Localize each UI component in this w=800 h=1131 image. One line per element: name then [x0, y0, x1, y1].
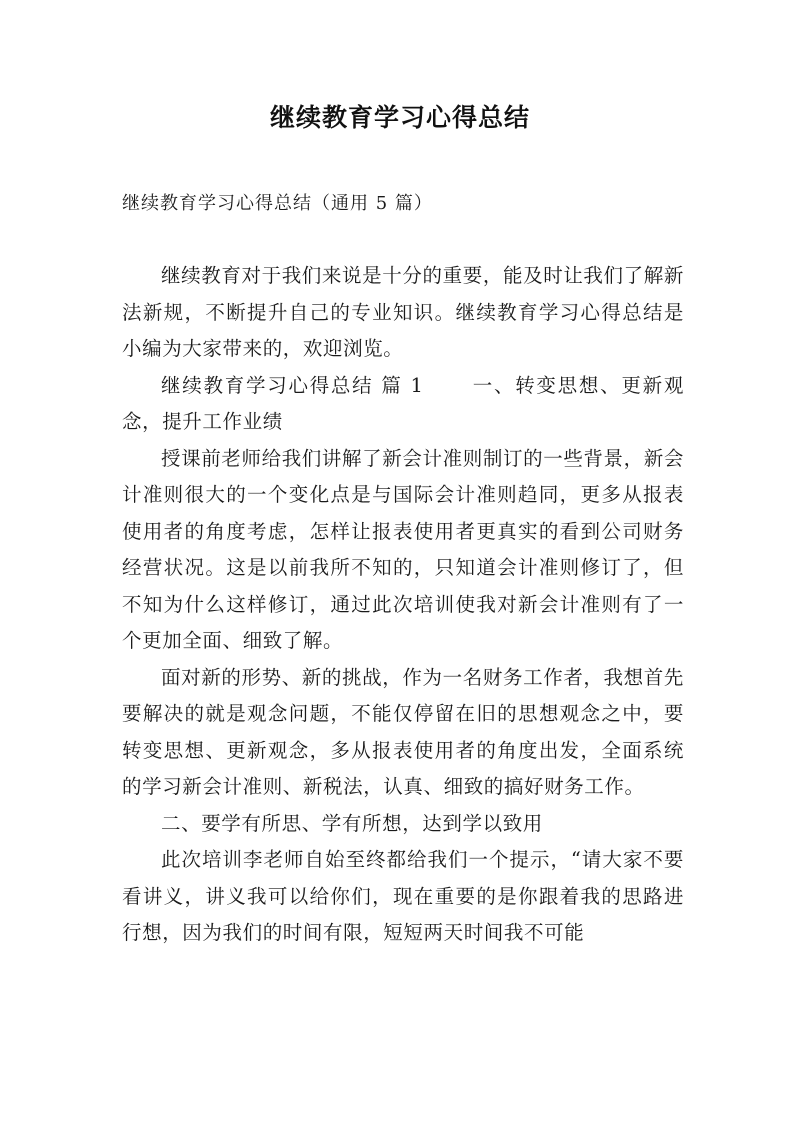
section-1-label: 继续教育学习心得总结 篇 1: [161, 373, 424, 397]
section-heading-2: 二、要学有所思、学有所想，达到学以致用: [161, 811, 543, 835]
document-title: 继续教育学习心得总结: [269, 103, 530, 132]
body-paragraph-1: 授课前老师给我们讲解了新会计准则制订的一些背景，新会计准则很大的一个变化点是与国际会计准则趋同，更多从报表使用者的角度考虑，怎样让报表使用者更真实的看到公司财务经营状况。这是以前我所不知的，只知道会计准则修订了，但不知为什么这样修订，通过此次培训使我对新会计准则有了一个更加全面、细致了解。: [122, 446, 684, 652]
document-body: [122, 258, 684, 952]
body-paragraph-3: 此次培训李老师自始至终都给我们一个提示，“请大家不要看讲义，讲义我可以给你们，现在重要的是你跟着我的思路进行想，因为我们的时间有限，短短两天时间我不可能: [122, 848, 684, 944]
document-subtitle: 继续教育学习心得总结（通用 5 篇）: [122, 193, 433, 214]
intro-paragraph: 继续教育对于我们来说是十分的重要，能及时让我们了解新法新规，不断提升自己的专业知识。继续教育学习心得总结是小编为大家带来的，欢迎浏览。: [122, 264, 684, 360]
body-paragraph-2: 面对新的形势、新的挑战，作为一名财务工作者，我想首先要解决的就是观念问题，不能仅停留在旧的思想观念之中，要转变思想、更新观念，多从报表使用者的角度出发，全面系统的学习新会计准则、新税法，认真、细致的搞好财务工作。: [122, 665, 684, 798]
section-1-line: [122, 368, 684, 441]
section-1-heading: 一、转变思想、更新观念，提升工作业绩: [122, 373, 684, 433]
